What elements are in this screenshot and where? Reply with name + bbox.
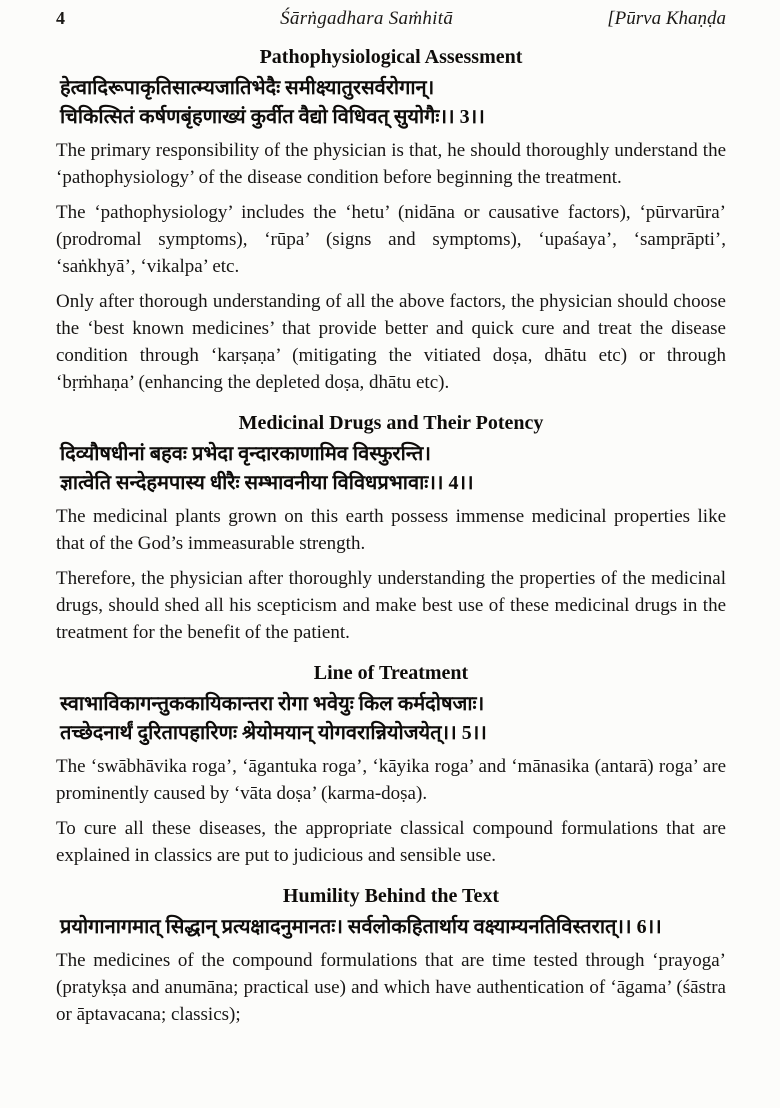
paragraph: Therefore, the physician after thoroughly understanding the properties of the medicinal drugs, should shed all his scepticism and make best use of these medicinal drugs in the treatment for the benefit of the patient. [56, 568, 726, 643]
section-pathophysiological-assessment [56, 46, 726, 396]
section-heading: Line of Treatment [313, 662, 469, 684]
paragraph: To cure all these diseases, the appropriate classical compound formulations that are explained in classics are put to judicious and sensible use. [56, 818, 726, 866]
verse-line: तच्छेदनार्थं दुरितापहारिणः श्रेयोमयान् योगवरान्नियोजयेत्।। 5।। [60, 722, 487, 744]
khanda-label: [Pūrva Khaṇḍa [607, 8, 726, 29]
paragraph: The medicinal plants grown on this earth possess immense medicinal properties like that of the God’s immeasurable strength. [56, 506, 726, 554]
paragraph: The ‘swābhāvika roga’, ‘āgantuka roga’, ‘kāyika roga’ and ‘mānasika (antarā) roga’ are prominently caused by ‘vāta doṣa’ (karma-doṣa). [56, 756, 726, 804]
sanskrit-verse-6 [56, 913, 726, 942]
page-header [56, 8, 726, 30]
section-heading: Pathophysiological Assessment [259, 46, 523, 68]
paragraph: The medicines of the compound formulations that are time tested through ‘prayoga’ (pratykṣa and anumāna; practical use) and which have authentication of ‘āgama’ (śāstra or āptavacana; classics); [56, 950, 726, 1025]
sanskrit-verse-3 [56, 74, 726, 132]
section-heading: Humility Behind the Text [282, 885, 500, 907]
sanskrit-verse-5 [56, 690, 726, 748]
section-line-of-treatment [56, 662, 726, 869]
paragraph: The ‘pathophysiology’ includes the ‘hetu’ (nidāna or causative factors), ‘pūrvarūra’ (prodromal symptoms), ‘rūpa’ (signs and symptoms), ‘upaśaya’, ‘samprāpti’, ‘saṅkhyā’, ‘vikalpa’ etc. [56, 202, 726, 277]
verse-line: स्वाभाविकागन्तुककायिकान्तरा रोगा भवेयुः किल कर्मदोषजाः। [60, 693, 485, 715]
paragraph: Only after thorough understanding of all the above factors, the physician should choose the ‘best known medicines’ that provide better and quick cure and treat the disease condition through ‘karṣaṇa’ (mitigating the vitiated doṣa, dhātu etc) or through ‘bṛṁhaṇa’ (enhancing the depleted doṣa, dhātu etc). [56, 291, 726, 393]
verse-line: हेत्वादिरूपाकृतिसात्म्यजातिभेदैः समीक्ष्यातुरसर्वरोगान्। [60, 77, 435, 99]
verse-line: चिकित्सितं कर्षणबृंहणाख्यं कुर्वीत वैद्यो विधिवत् सुयोगैः।। 3।। [60, 106, 485, 128]
verse-line: ज्ञात्वेति सन्देहमपास्य धीरैः सम्भावनीया विविधप्रभावाः।। 4।। [60, 472, 474, 494]
verse-line: दिव्यौषधीनां बहवः प्रभेदा वृन्दारकाणामिव विस्फुरन्ति। [60, 443, 431, 465]
section-heading: Medicinal Drugs and Their Potency [238, 412, 544, 434]
paragraph: The primary responsibility of the physician is that, he should thoroughly understand the ‘pathophysiology’ of the disease condition before beginning the treatment. [56, 140, 726, 188]
section-medicinal-drugs-and-their-potency [56, 412, 726, 646]
section-humility-behind-the-text [56, 885, 726, 1028]
page-number: 4 [56, 8, 65, 28]
verse-line: प्रयोगानागमात् सिद्धान् प्रत्यक्षादनुमानतः। सर्वलोकहितार्थाय वक्ष्याम्यनतिविस्तरात्।। 6।। [60, 916, 662, 938]
book-title: Śārṅgadhara Saṁhitā [280, 8, 454, 29]
sanskrit-verse-4 [56, 440, 726, 498]
